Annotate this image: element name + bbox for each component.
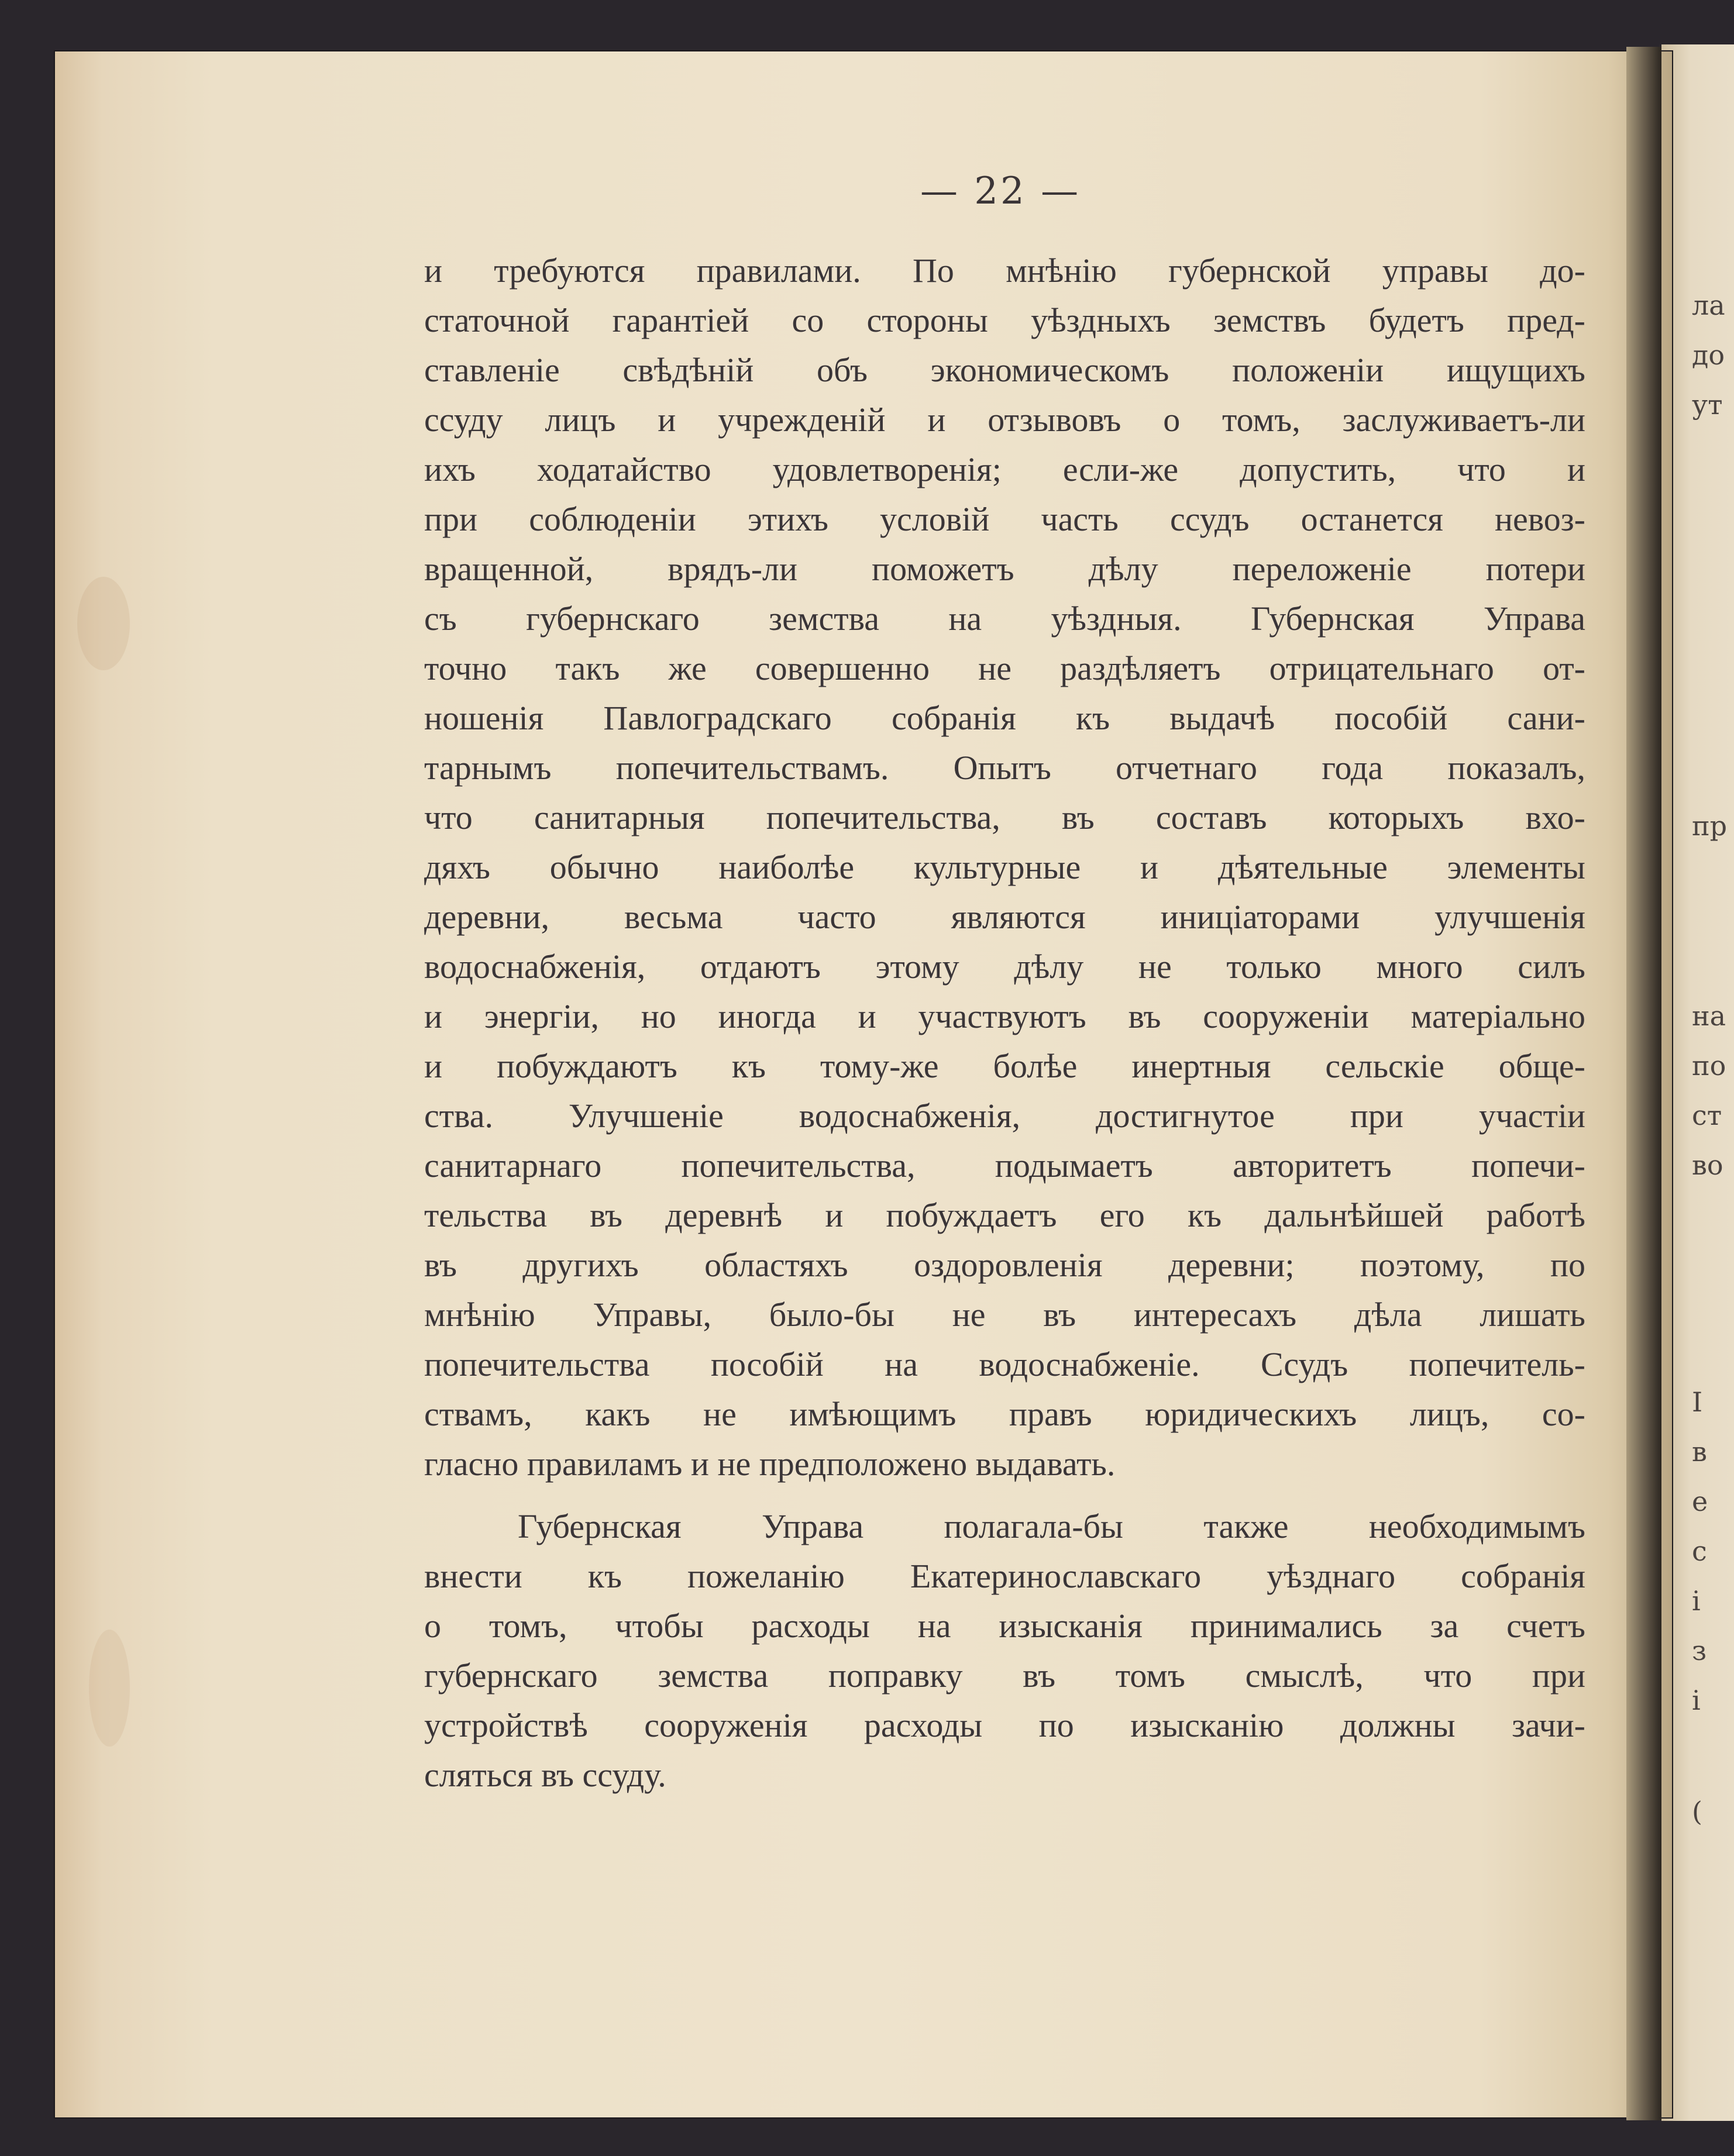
next-page-fragment: на [1692,1000,1726,1032]
page-gutter [1626,47,1661,2120]
paper-stain [77,577,130,670]
text-line: тарнымъ попечительствамъ. Опытъ отчетнаго года показалъ, [424,749,1585,787]
next-page-fragment: с [1692,1535,1707,1567]
text-line: и побуждаютъ къ тому-же болѣе инертныя сельскіе обще- [424,1047,1585,1085]
text-line: ставленіе свѣдѣній объ экономическомъ положеніи ищущихъ [424,351,1585,389]
body-text [424,246,1585,1800]
text-line: точно такъ же совершенно не раздѣляетъ отрицательнаго от- [424,649,1585,687]
next-page-fragment: ( [1692,1796,1702,1827]
text-line: деревни, весьма часто являются иниціаторами улучшенія [424,898,1585,936]
text-line: ствамъ, какъ не имѣющимъ правъ юридическихъ лицъ, со- [424,1395,1585,1433]
text-line: вращенной, врядъ-ли поможетъ дѣлу переложеніе потери [424,550,1585,588]
next-page-fragment: ла [1692,290,1725,321]
text-line: въ другихъ областяхъ оздоровленія деревни; поэтому, по [424,1246,1585,1284]
text-line: мнѣнію Управы, было-бы не въ интересахъ дѣла лишать [424,1296,1585,1334]
page-number: — 22 — [920,170,1081,213]
next-page-fragment: ут [1692,389,1723,421]
text-line: ссуду лицъ и учрежденій и отзывовъ о томъ, заслуживаетъ-ли [424,401,1585,439]
next-page-fragment: і [1692,1585,1701,1617]
text-line: попечительства пособій на водоснабженіе. Ссудъ попечитель- [424,1345,1585,1383]
text-line: съ губернскаго земства на уѣздныя. Губернская Управа [424,600,1585,638]
text-line: тельства въ деревнѣ и побуждаетъ его къ дальнѣйшей работѣ [424,1196,1585,1234]
next-page-fragment: по [1692,1050,1726,1082]
text-line: статочной гарантіей со стороны уѣздныхъ земствъ будетъ пред- [424,301,1585,339]
text-line: Губернская Управа полагала-бы также необходимымъ [518,1507,1585,1545]
paragraph-gap [424,1489,1585,1501]
next-page-fragment: пр [1692,810,1728,842]
paragraph [424,246,1585,1489]
paper-stain [89,1630,130,1747]
next-page-fragment: в [1692,1436,1707,1468]
text-line: устройствѣ сооруженія расходы по изысканію должны зачи- [424,1706,1585,1744]
text-line: и требуются правилами. По мнѣнію губернской управы до- [424,252,1585,290]
next-page-fragment: і [1692,1685,1701,1716]
next-page-fragment: І [1692,1386,1703,1418]
paragraph [424,1501,1585,1800]
text-line: при соблюденіи этихъ условій часть ссудъ останется невоз- [424,500,1585,538]
next-page-fragment: е [1692,1486,1708,1517]
next-page-fragment: во [1692,1149,1723,1181]
text-line: губернскаго земства поправку въ томъ смыслѣ, что при [424,1656,1585,1695]
text-line: о томъ, чтобы расходы на изысканія принимались за счетъ [424,1607,1585,1645]
text-line: сляться въ ссуду. [424,1756,666,1794]
next-page-fragment: до [1692,339,1725,371]
text-line: санитарнаго попечительства, подымаетъ авторитетъ попечи- [424,1146,1585,1184]
text-line: внести къ пожеланію Екатеринославскаго уѣзднаго собранія [424,1557,1585,1595]
text-line: ношенія Павлоградскаго собранія къ выдачѣ пособій сани- [424,699,1585,737]
text-line: ихъ ходатайство удовлетворенія; если-же допустить, что и [424,450,1585,488]
text-line: гласно правиламъ и не предположено выдавать. [424,1445,1116,1483]
next-page-fragment: ст [1692,1100,1722,1131]
text-line: и энергіи, но иногда и участвуютъ въ сооруженіи матеріально [424,997,1585,1035]
next-page-fragment: з [1692,1635,1707,1666]
text-line: что санитарныя попечительства, въ составъ которыхъ вхо- [424,798,1585,836]
text-line: ства. Улучшеніе водоснабженія, достигнутое при участіи [424,1097,1585,1135]
text-line: водоснабженія, отдаютъ этому дѣлу не только много силъ [424,948,1585,986]
text-line: дяхъ обычно наиболѣе культурные и дѣятельные элементы [424,848,1585,886]
